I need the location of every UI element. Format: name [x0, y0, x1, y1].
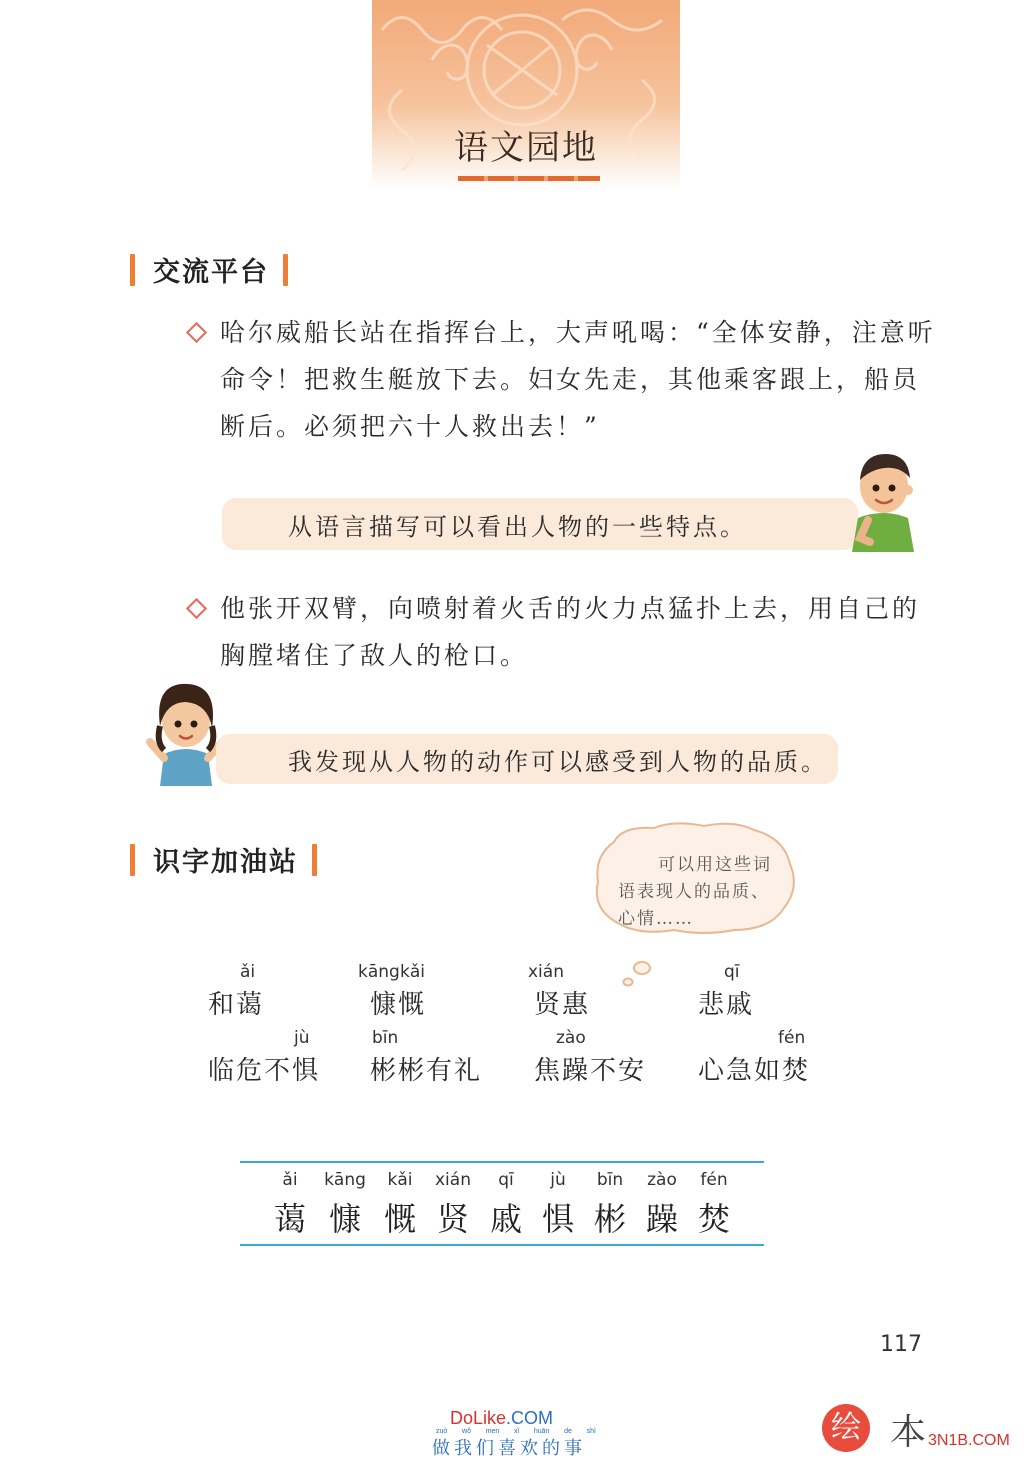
char-glyph: 贤	[436, 1200, 469, 1238]
thought-line: 可以用这些词	[658, 855, 772, 875]
paragraph-line: 断后。必须把六十人救出去！”	[220, 412, 600, 441]
char-glyph: 惧	[541, 1200, 574, 1238]
char-table-bottom-rule	[240, 1244, 764, 1246]
char-glyph: 躁	[645, 1200, 678, 1238]
char-cell	[686, 1170, 742, 1240]
char-glyph: 戚	[489, 1200, 522, 1238]
char-cell	[425, 1170, 481, 1240]
vocab-word: 贤惠	[534, 990, 591, 1020]
section-heading-text: 识字加油站	[153, 847, 298, 878]
char-glyph: 慷	[328, 1200, 361, 1238]
vocab-word: 悲戚	[698, 990, 755, 1020]
logo-circle-icon: 绘	[822, 1404, 870, 1452]
char-cell	[634, 1170, 690, 1240]
vocab-pinyin: kǎi	[400, 962, 425, 982]
paragraph-captain	[220, 309, 940, 450]
slogan-pinyin: huān	[533, 1428, 550, 1435]
char-glyph: 彬	[593, 1200, 626, 1238]
char-pinyin: fén	[700, 1170, 728, 1190]
slogan-pinyin: zuò	[436, 1428, 448, 1435]
vocab-word: 心急如焚	[698, 1056, 811, 1086]
char-pinyin: jù	[550, 1170, 566, 1190]
char-pinyin: qī	[498, 1170, 514, 1190]
heading-bar-left	[130, 844, 135, 876]
vocab-item	[208, 1028, 320, 1087]
section-heading-literacy	[130, 840, 317, 879]
page-number: 117	[880, 1332, 922, 1357]
logo-text: 3N1B.COM	[928, 1432, 1010, 1449]
heading-bar-right	[283, 254, 288, 286]
paragraph-hero	[220, 585, 940, 679]
char-table-top-rule	[240, 1161, 764, 1163]
vocab-pinyin: bīn	[372, 1028, 399, 1048]
vocab-pinyin: fén	[778, 1028, 806, 1048]
vocab-word: 临危不惧	[208, 1056, 321, 1086]
boy-illustration	[846, 448, 920, 552]
char-cell	[317, 1170, 373, 1240]
heading-bar-left	[130, 254, 135, 286]
slogan-pinyin: de	[564, 1428, 572, 1435]
paragraph-line: 胸膛堵住了敌人的枪口。	[220, 641, 529, 670]
diamond-bullet-icon	[186, 322, 207, 343]
page-title: 语文园地	[454, 128, 598, 168]
header-banner	[372, 0, 680, 190]
heading-bar-right	[312, 844, 317, 876]
paragraph-line: 他张开双臂，向喷射着火舌的火力点猛扑上去，用自己的	[220, 594, 921, 623]
slogan-pinyin: shì	[586, 1428, 596, 1435]
diamond-bullet-icon	[186, 598, 207, 619]
char-pinyin: xián	[435, 1170, 471, 1190]
slogan-pinyin: wǒ	[462, 1428, 471, 1435]
char-glyph: 蔼	[273, 1200, 306, 1238]
vocab-pinyin: zào	[556, 1028, 586, 1048]
char-cell	[262, 1170, 318, 1240]
thought-line: 心情……	[618, 909, 694, 929]
section-heading-communication	[130, 250, 288, 289]
watermark-site-b: .COM	[506, 1408, 554, 1428]
watermark-slogan: 做我们喜欢的事	[432, 1438, 586, 1459]
paragraph-line: 哈尔威船长站在指挥台上，大声吼喝：“全体安静，注意听	[220, 318, 936, 347]
vocab-item	[698, 1028, 810, 1087]
vocab-word: 彬彬有礼	[370, 1056, 483, 1086]
section-heading-text: 交流平台	[153, 257, 269, 288]
char-cell	[478, 1170, 534, 1240]
vocab-pinyin: ǎi	[240, 962, 256, 982]
slogan-pinyin: men	[485, 1428, 500, 1435]
thought-line: 语表现人的品质、	[618, 882, 770, 902]
vocab-pinyin: xián	[528, 962, 564, 982]
char-cell	[372, 1170, 428, 1240]
vocab-word: 慷慨	[370, 990, 427, 1020]
vocab-item	[528, 962, 591, 1021]
char-glyph: 慨	[383, 1200, 416, 1238]
vocab-word: 焦躁不安	[534, 1056, 647, 1086]
watermark-site-a: DoLike	[450, 1408, 507, 1428]
char-pinyin: bīn	[596, 1170, 624, 1190]
vocab-item	[370, 1028, 482, 1087]
speech-bubble-language	[222, 498, 858, 550]
vocab-item	[698, 962, 754, 1021]
vocab-item	[534, 1028, 646, 1087]
char-pinyin: kāng	[324, 1170, 366, 1190]
speech-bubble-text: 我发现从人物的动作可以感受到人物的品质。	[288, 747, 828, 776]
char-glyph: 焚	[697, 1200, 730, 1238]
vocab-word: 和蔼	[208, 990, 265, 1020]
char-cell	[582, 1170, 638, 1240]
vocab-item	[208, 962, 264, 1021]
char-pinyin: ǎi	[282, 1170, 298, 1190]
vocab-pinyin: jù	[294, 1028, 310, 1048]
vocab-pinyin: qī	[724, 962, 740, 982]
vocab-pinyin: kāng	[358, 962, 400, 982]
speech-bubble-text: 从语言描写可以看出人物的一些特点。	[288, 512, 747, 541]
char-cell	[530, 1170, 586, 1240]
speech-bubble-action	[216, 734, 838, 784]
char-pinyin: zào	[647, 1170, 677, 1190]
logo-char: 本	[890, 1412, 927, 1453]
vocab-item	[358, 962, 427, 1021]
title-underline	[458, 176, 600, 181]
slogan-pinyin: xǐ	[514, 1428, 520, 1435]
thought-bubble-text	[618, 852, 794, 933]
watermark-site	[450, 1408, 553, 1429]
paragraph-line: 命令！把救生艇放下去。妇女先走，其他乘客跟上，船员	[220, 365, 921, 394]
char-pinyin: kǎi	[387, 1170, 413, 1190]
